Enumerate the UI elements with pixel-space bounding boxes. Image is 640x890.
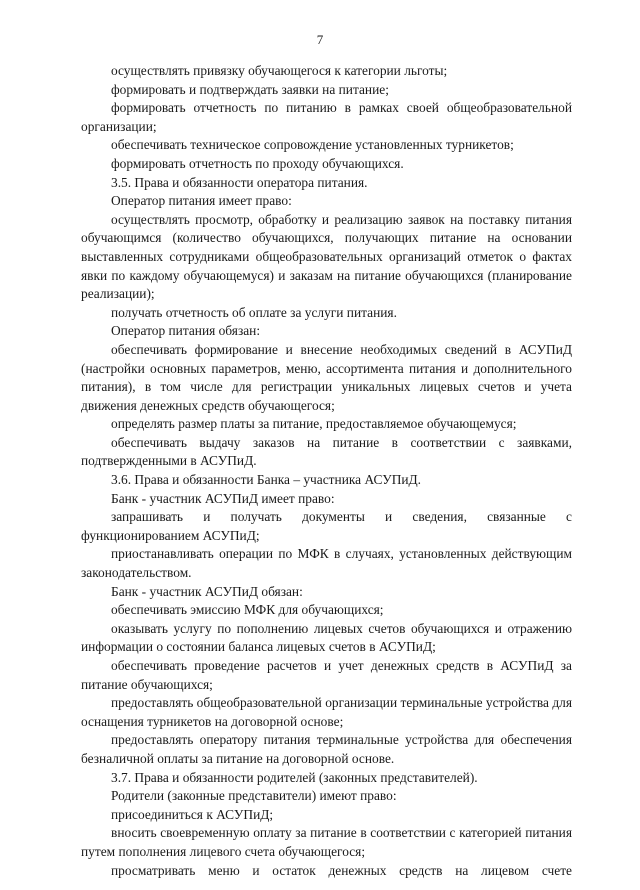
paragraph: вносить своевременную оплату за питание в соответствии с категорией питания путем пополнения лицевого счета обучающегося; bbox=[81, 825, 572, 859]
paragraph: Оператор питания обязан: bbox=[111, 323, 261, 339]
paragraph: просматривать меню и остаток денежных средств на лицевом счете bbox=[111, 862, 572, 878]
paragraph: приостанавливать операции по МФК в случаях, установленных действующим законодательством. bbox=[81, 546, 572, 581]
paragraph: обеспечивать техническое сопровождение установленных турникетов; bbox=[111, 137, 514, 153]
paragraph: Родители (законные представители) имеют право: bbox=[111, 788, 397, 804]
paragraph: запрашивать и получать документы и сведения, связанные с функционированием АСУПиД; bbox=[81, 509, 572, 543]
paragraph: Банк - участник АСУПиД имеет право: bbox=[111, 490, 335, 506]
paragraph: Банк - участник АСУПиД обязан: bbox=[111, 583, 303, 599]
paragraph: присоединиться к АСУПиД; bbox=[111, 806, 274, 822]
paragraph: формировать и подтверждать заявки на питание; bbox=[111, 81, 389, 97]
paragraph: обеспечивать эмиссию МФК для обучающихся; bbox=[111, 602, 384, 618]
paragraph: предоставлять оператору питания терминальные устройства для обеспечения безналичной оплаты за питание на договорной основе. bbox=[81, 732, 572, 766]
paragraph: Оператор питания имеет право: bbox=[111, 193, 292, 209]
section-heading: 3.7. Права и обязанности родителей (законных представителей). bbox=[111, 769, 478, 785]
section-heading: 3.5. Права и обязанности оператора питания. bbox=[111, 174, 368, 190]
paragraph: формировать отчетность по проходу обучающихся. bbox=[111, 155, 404, 171]
paragraph: осуществлять просмотр, обработку и реализацию заявок на поставку питания обучающимся (количество обучающихся, получающих питание на основании выставленных сотрудниками общеобразовательных организаций отметок о фактах явки по каждому обучающемуся) и заказам на питание обучающихся (планирование реализации); bbox=[81, 211, 572, 302]
page-number: 7 bbox=[316, 32, 324, 47]
paragraph: предоставлять общеобразовательной организации терминальные устройства для оснащения турникетов на договорной основе; bbox=[81, 695, 572, 729]
paragraph: обеспечивать выдачу заказов на питание в соответствии с заявками, подтвержденными в АСУПиД. bbox=[81, 434, 572, 469]
document-body bbox=[81, 62, 572, 880]
section-heading: 3.6. Права и обязанности Банка – участника АСУПиД. bbox=[111, 472, 422, 488]
paragraph: определять размер платы за питание, предоставляемое обучающемуся; bbox=[111, 416, 517, 432]
paragraph: обеспечивать проведение расчетов и учет денежных средств в АСУПиД за питание обучающихся; bbox=[81, 658, 572, 692]
paragraph: получать отчетность об оплате за услуги питания. bbox=[111, 304, 397, 320]
paragraph: обеспечивать формирование и внесение необходимых сведений в АСУПиД (настройки основных параметров, меню, ассортимента питания и дополнительного питания), в том числе для регистрации уникальных лицевых счетов и учета движения денежных средств обучающегося; bbox=[81, 341, 572, 413]
paragraph: формировать отчетность по питанию в рамках своей общеобразовательной организации; bbox=[81, 100, 572, 134]
paragraph: оказывать услугу по пополнению лицевых счетов обучающихся и отражению информации о состоянии баланса лицевых счетов в АСУПиД; bbox=[81, 620, 572, 655]
paragraph: осуществлять привязку обучающегося к категории льготы; bbox=[111, 63, 448, 78]
